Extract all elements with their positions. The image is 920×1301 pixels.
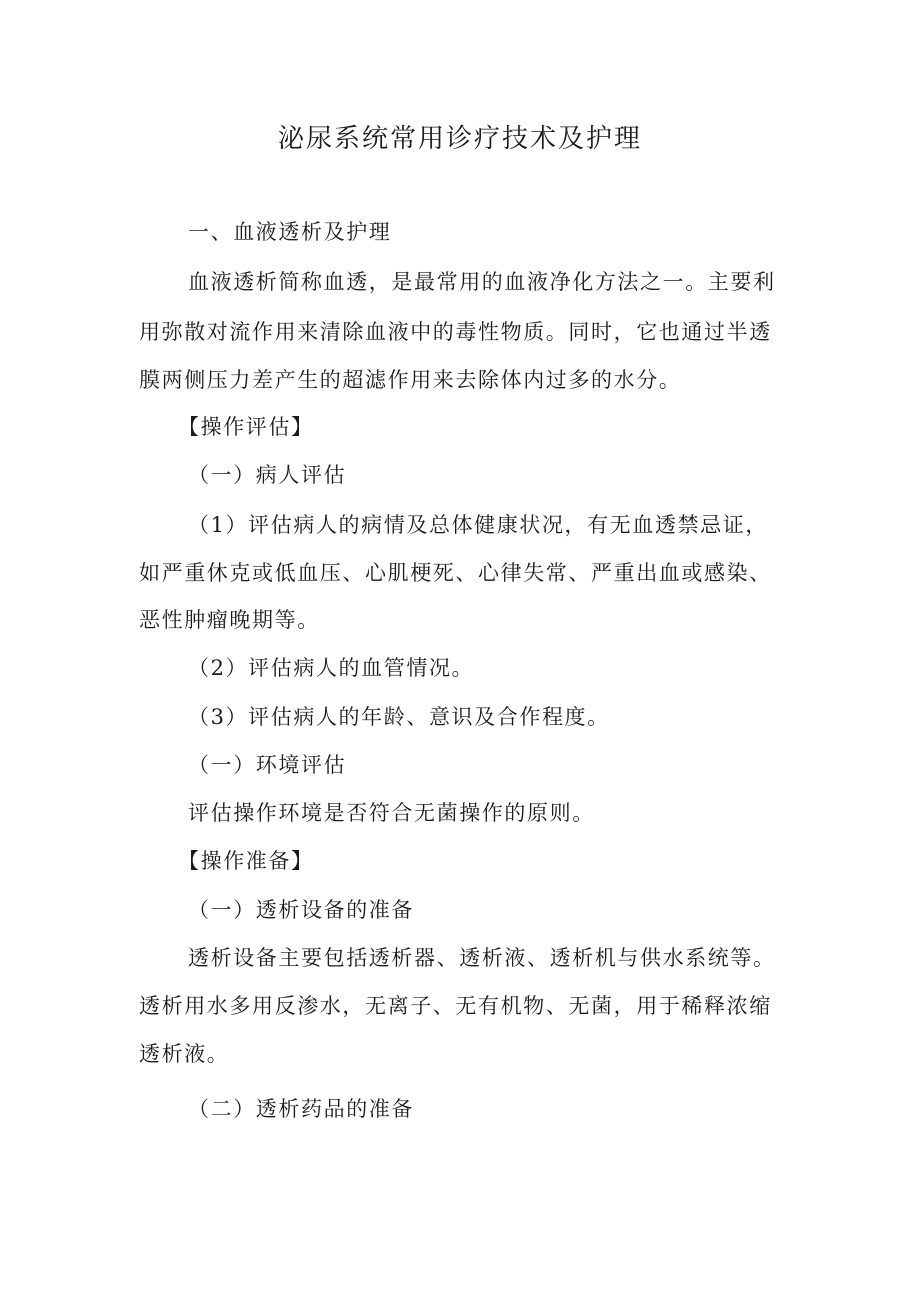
subsection-heading: （一）环境评估 (188, 753, 347, 777)
paragraph-line: 透析液。 (139, 1042, 230, 1066)
subsection-heading: 【操作准备】 (178, 849, 314, 873)
subsection-heading: 【操作评估】 (178, 415, 314, 439)
paragraph-line: 膜两侧压力差产生的超滤作用来去除体内过多的水分。 (139, 368, 682, 392)
section-heading: 一、血液透析及护理 (188, 220, 392, 244)
paragraph-line: 血液透析简称血透，是最常用的血液净化方法之一。主要利 (188, 270, 776, 294)
paragraph-line: 透析设备主要包括透析器、透析液、透析机与供水系统等。 (188, 946, 776, 970)
document-title: 泌尿系统常用诊疗技术及护理 (277, 124, 642, 154)
paragraph-line: 透析用水多用反渗水，无离子、无有机物、无菌，用于稀释浓缩 (139, 994, 772, 1018)
paragraph-line: 用弥散对流作用来清除血液中的毒性物质。同时，它也通过半透 (139, 320, 772, 344)
paragraph-line: 如严重休克或低血压、心肌梗死、心律失常、严重出血或感染、 (139, 561, 772, 585)
paragraph-line: 恶性肿瘤晚期等。 (139, 608, 320, 632)
subsection-heading: （二）透析药品的准备 (188, 1097, 414, 1121)
paragraph-line: （2）评估病人的血管情况。 (188, 656, 475, 680)
subsection-heading: （一）病人评估 (188, 463, 347, 487)
paragraph-line: （3）评估病人的年龄、意识及合作程度。 (188, 705, 610, 729)
subsection-heading: （一）透析设备的准备 (188, 898, 414, 922)
paragraph-line: （1）评估病人的病情及总体健康状况，有无血透禁忌证， (188, 513, 768, 537)
paragraph-line: 评估操作环境是否符合无菌操作的原则。 (188, 801, 595, 825)
